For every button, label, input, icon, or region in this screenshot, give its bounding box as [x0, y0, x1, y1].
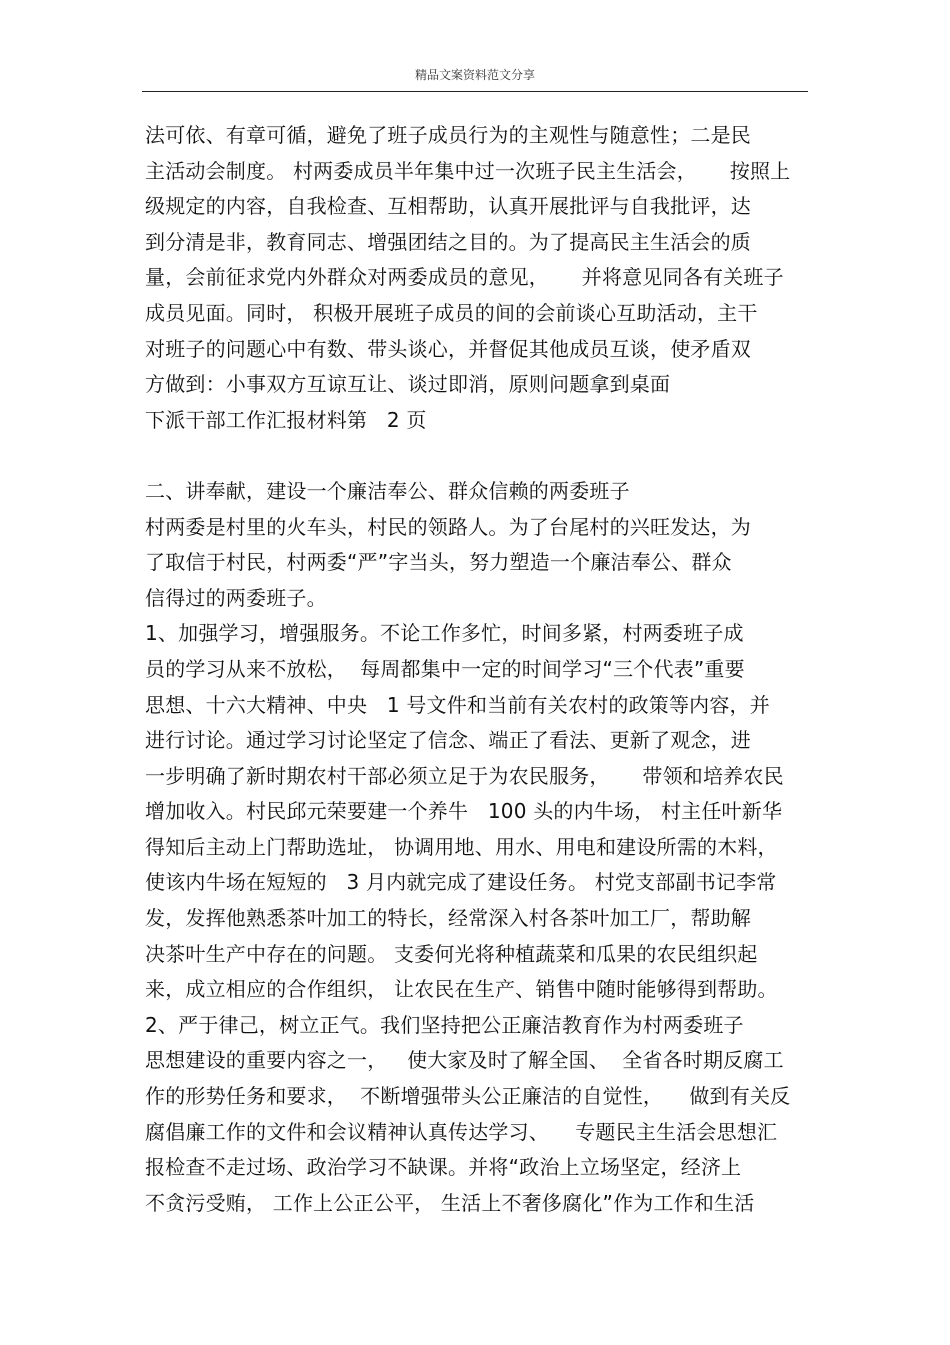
- page-header-title: 精品文案资料范文分享: [414, 68, 535, 82]
- section-heading: 二、讲奉献，建设一个廉洁奉公、群众信赖的两委班子: [145, 478, 630, 503]
- text-line: 使该内牛场在短短的 3 月内就完成了建设任务。 村党支部副书记李常: [145, 870, 777, 895]
- text-line: 员的学习从来不放松， 每周都集中一定的时间学习“三个代表”重要: [145, 656, 745, 681]
- text-line: 1、加强学习，增强服务。不论工作多忙，时间多紧，村两委班子成: [145, 621, 744, 646]
- text-line: 腐倡廉工作的文件和会议精神认真传达学习、 专题民主生活会思想汇: [145, 1119, 778, 1144]
- text-line: 到分清是非，教育同志、增强团结之目的。为了提高民主生活会的质: [145, 229, 751, 254]
- paragraph-block-1: [145, 118, 825, 438]
- text-line: 发，发挥他熟悉茶叶加工的特长，经常深入村各茶叶加工厂，帮助解: [145, 906, 751, 931]
- text-line: 方做到：小事双方互谅互让、谈过即消，原则问题拿到桌面: [145, 372, 671, 397]
- text-line: 得知后主动上门帮助选址， 协调用地、用水、用电和建设所需的木料，: [145, 834, 778, 859]
- text-line: 作的形势任务和要求， 不断增强带头公正廉洁的自觉性， 做到有关反: [145, 1084, 791, 1109]
- text-line: 信得过的两委班子。: [145, 585, 327, 610]
- text-line: 决茶叶生产中存在的问题。 支委何光将种植蔬菜和瓜果的农民组织起: [145, 941, 758, 966]
- paragraph-gap: [145, 438, 825, 474]
- text-line: 来，成立相应的合作组织， 让农民在生产、销售中随时能够得到帮助。: [145, 977, 778, 1002]
- text-line: 思想、十六大精神、中央 1 号文件和当前有关农村的政策等内容，并: [145, 692, 770, 717]
- paragraph-block-2: [145, 474, 825, 1221]
- text-line: 级规定的内容，自我检查、互相帮助，认真开展批评与自我批评，达: [145, 194, 751, 219]
- page-reference-line: 下派干部工作汇报材料第 2 页: [145, 407, 427, 432]
- text-line: 法可依、有章可循，避免了班子成员行为的主观性与随意性；二是民: [145, 123, 751, 147]
- text-line: 成员见面。同时， 积极开展班子成员的间的会前谈心互助活动，主干: [145, 300, 758, 325]
- text-line: 2、严于律己，树立正气。我们坚持把公正廉洁教育作为村两委班子: [145, 1012, 744, 1037]
- text-line: 不贪污受贿， 工作上公正公平， 生活上不奢侈腐化”作为工作和生活: [145, 1190, 755, 1215]
- text-line: 一步明确了新时期农村干部必须立足于为农民服务， 带领和培养农民: [145, 763, 784, 788]
- text-line: 村两委是村里的火车头，村民的领路人。为了台尾村的兴旺发达，为: [145, 514, 751, 539]
- text-line: 思想建设的重要内容之一， 使大家及时了解全国、 全省各时期反腐工: [145, 1048, 784, 1073]
- header-divider: [142, 91, 808, 92]
- text-line: 报检查不走过场、政治学习不缺课。并将“政治上立场坚定，经济上: [145, 1155, 742, 1180]
- text-line: 量，会前征求党内外群众对两委成员的意见， 并将意见同各有关班子: [145, 265, 784, 290]
- text-line: 了取信于村民，村两委“严”字当头，努力塑造一个廉洁奉公、群众: [145, 550, 732, 575]
- text-line: 主活动会制度。 村两委成员半年集中过一次班子民主生活会， 按照上: [145, 158, 791, 183]
- text-line: 对班子的问题心中有数、带头谈心，并督促其他成员互谈，使矛盾双: [145, 336, 751, 361]
- text-line: 进行讨论。通过学习讨论坚定了信念、端正了看法、更新了观念，进: [145, 728, 751, 753]
- text-line: 增加收入。村民邱元荣要建一个养牛 100 头的内牛场， 村主任叶新华: [145, 799, 783, 824]
- document-body: [145, 118, 825, 1221]
